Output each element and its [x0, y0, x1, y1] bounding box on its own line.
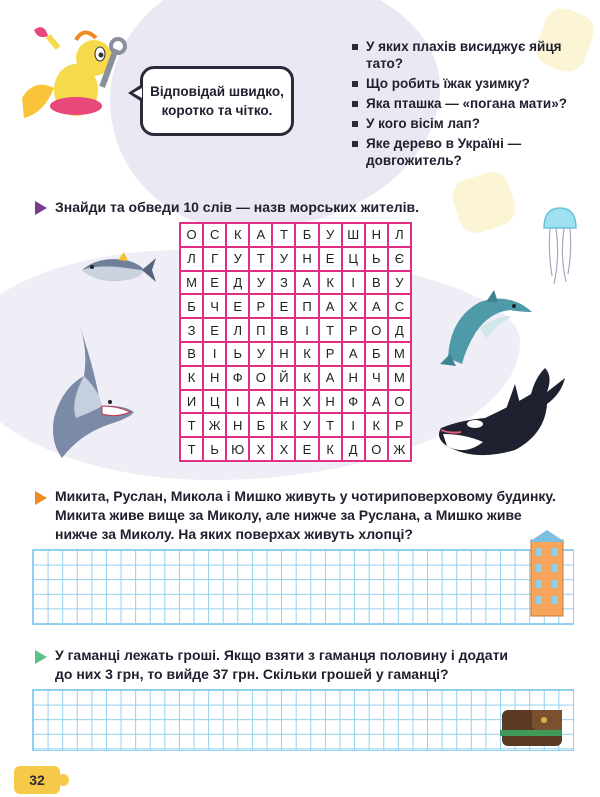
- word-search-cell[interactable]: Б: [249, 413, 272, 437]
- word-search-cell[interactable]: Б: [180, 294, 203, 318]
- word-search-cell[interactable]: Н: [365, 223, 388, 247]
- word-search-cell[interactable]: О: [365, 437, 388, 461]
- speech-bubble-line-1: Відповідай швидко,: [150, 84, 284, 99]
- word-search-cell[interactable]: М: [180, 271, 203, 295]
- word-search-cell[interactable]: Ю: [226, 437, 249, 461]
- word-search-cell[interactable]: У: [272, 247, 295, 271]
- word-search-cell[interactable]: О: [365, 318, 388, 342]
- task-3-text: [55, 646, 575, 684]
- word-search-cell[interactable]: Є: [388, 247, 411, 271]
- wallet-icon: [498, 700, 568, 750]
- speech-bubble-line-2: коротко та чітко.: [161, 103, 273, 118]
- word-search-cell[interactable]: І: [226, 390, 249, 414]
- word-search-cell[interactable]: Н: [272, 342, 295, 366]
- word-search-cell[interactable]: Ь: [226, 342, 249, 366]
- task-3-line-2: до них 3 грн, то вийде 37 грн. Скільки грошей у гаманці?: [55, 666, 449, 682]
- word-search-cell[interactable]: А: [249, 390, 272, 414]
- word-search-cell[interactable]: Н: [319, 390, 342, 414]
- task-2-line-3: нижче за Миколу. На яких поверхах живуть хлопці?: [55, 526, 413, 542]
- word-search-cell[interactable]: Ч: [203, 294, 226, 318]
- word-search-cell[interactable]: Х: [272, 437, 295, 461]
- word-search-cell[interactable]: Т: [180, 437, 203, 461]
- building-icon: [527, 528, 567, 618]
- word-search-cell[interactable]: Ч: [365, 366, 388, 390]
- word-search-cell[interactable]: В: [272, 318, 295, 342]
- word-search-cell[interactable]: Е: [203, 271, 226, 295]
- word-search-cell[interactable]: Б: [365, 342, 388, 366]
- word-search-cell[interactable]: Д: [388, 318, 411, 342]
- word-search-cell[interactable]: К: [319, 437, 342, 461]
- question-item: Яка пташка — «погана мати»?: [350, 95, 580, 112]
- word-search-cell[interactable]: У: [295, 413, 318, 437]
- word-search-cell[interactable]: Т: [319, 413, 342, 437]
- task-3-line-1: У гаманці лежать гроші. Якщо взяти з гаманця половину і додати: [55, 647, 509, 663]
- word-search-cell[interactable]: І: [203, 342, 226, 366]
- word-search-cell[interactable]: Ж: [203, 413, 226, 437]
- question-item: Що робить їжак узимку?: [350, 75, 580, 92]
- word-search-cell[interactable]: А: [295, 271, 318, 295]
- word-search-row: [180, 318, 411, 342]
- word-search-cell[interactable]: Л: [226, 318, 249, 342]
- word-search-cell[interactable]: Л: [388, 223, 411, 247]
- question-item: У кого вісім лап?: [350, 115, 580, 132]
- word-search-cell[interactable]: А: [365, 294, 388, 318]
- puzzle-piece-decoration: [448, 167, 520, 237]
- word-search-cell[interactable]: З: [180, 318, 203, 342]
- word-search-cell[interactable]: В: [180, 342, 203, 366]
- quick-questions-list: [350, 38, 580, 172]
- word-search-cell[interactable]: Т: [249, 247, 272, 271]
- word-search-row: [180, 366, 411, 390]
- word-search-cell[interactable]: О: [388, 390, 411, 414]
- word-search-row: [180, 223, 411, 247]
- word-search-row: [180, 271, 411, 295]
- word-search-cell[interactable]: Р: [249, 294, 272, 318]
- word-search-cell[interactable]: С: [203, 223, 226, 247]
- word-search-row: [180, 437, 411, 461]
- word-search-cell[interactable]: У: [319, 223, 342, 247]
- answer-grid-task-3[interactable]: [32, 689, 574, 751]
- word-search-cell[interactable]: А: [319, 366, 342, 390]
- word-search-cell[interactable]: Х: [249, 437, 272, 461]
- word-search-cell[interactable]: Н: [342, 366, 365, 390]
- word-search-cell[interactable]: Н: [203, 366, 226, 390]
- word-search-cell[interactable]: Г: [203, 247, 226, 271]
- word-search-cell[interactable]: І: [342, 413, 365, 437]
- word-search-cell[interactable]: Д: [342, 437, 365, 461]
- task-arrow-icon: [35, 491, 47, 505]
- task-arrow-icon: [35, 201, 47, 215]
- word-search-cell[interactable]: Е: [319, 247, 342, 271]
- task-2-line-1: Микита, Руслан, Микола і Мишко живуть у чотириповерховому будинку.: [55, 488, 556, 504]
- word-search-cell[interactable]: Р: [388, 413, 411, 437]
- speech-bubble: [140, 66, 294, 136]
- word-search-cell[interactable]: Т: [272, 223, 295, 247]
- word-search-cell[interactable]: Ц: [342, 247, 365, 271]
- word-search-cell[interactable]: А: [249, 223, 272, 247]
- shark-icon: [40, 322, 140, 462]
- word-search-cell[interactable]: Й: [272, 366, 295, 390]
- word-search-cell[interactable]: Р: [342, 318, 365, 342]
- word-search-cell[interactable]: Т: [180, 413, 203, 437]
- orca-icon: [435, 364, 575, 464]
- word-search-cell[interactable]: Х: [295, 390, 318, 414]
- word-search-cell[interactable]: І: [342, 271, 365, 295]
- word-search-cell[interactable]: Ш: [342, 223, 365, 247]
- word-search-cell[interactable]: А: [319, 294, 342, 318]
- word-search-cell[interactable]: К: [365, 413, 388, 437]
- word-search-cell[interactable]: Ж: [388, 437, 411, 461]
- task-1-instruction: Знайди та обведи 10 слів — назв морських жителів.: [55, 199, 420, 215]
- word-search-cell[interactable]: Т: [319, 318, 342, 342]
- word-search-cell[interactable]: П: [249, 318, 272, 342]
- task-2-text: [55, 487, 575, 544]
- word-search-cell[interactable]: Д: [226, 271, 249, 295]
- dragon-mascot-icon: [14, 18, 134, 128]
- word-search-cell[interactable]: К: [295, 342, 318, 366]
- word-search-cell[interactable]: Н: [226, 413, 249, 437]
- word-search-cell[interactable]: З: [272, 271, 295, 295]
- page-number-badge: [14, 766, 60, 794]
- word-search-cell[interactable]: А: [342, 342, 365, 366]
- word-search-cell[interactable]: Ц: [203, 390, 226, 414]
- word-search-cell[interactable]: Л: [180, 247, 203, 271]
- task-arrow-icon: [35, 650, 47, 664]
- word-search-cell[interactable]: Н: [272, 390, 295, 414]
- word-search-cell[interactable]: В: [365, 271, 388, 295]
- word-search-cell[interactable]: К: [180, 366, 203, 390]
- word-search-cell[interactable]: У: [249, 342, 272, 366]
- word-search-cell[interactable]: С: [388, 294, 411, 318]
- question-item: Яке дерево в Україні — довгожитель?: [350, 135, 580, 169]
- word-search-cell[interactable]: Н: [295, 247, 318, 271]
- word-search-cell[interactable]: У: [226, 247, 249, 271]
- word-search-row: [180, 294, 411, 318]
- word-search-cell[interactable]: И: [180, 390, 203, 414]
- word-search-cell[interactable]: К: [319, 271, 342, 295]
- word-search-cell[interactable]: К: [226, 223, 249, 247]
- word-search-cell[interactable]: К: [272, 413, 295, 437]
- word-search-cell[interactable]: Е: [226, 294, 249, 318]
- word-search-cell[interactable]: Ь: [203, 437, 226, 461]
- word-search-cell[interactable]: Х: [342, 294, 365, 318]
- word-search-cell[interactable]: У: [388, 271, 411, 295]
- word-search-cell[interactable]: Ф: [342, 390, 365, 414]
- speech-bubble-tail-inner: [133, 88, 142, 98]
- word-search-cell[interactable]: М: [388, 342, 411, 366]
- dolphin-icon: [440, 288, 540, 368]
- word-search-cell[interactable]: Б: [295, 223, 318, 247]
- word-search-cell[interactable]: І: [295, 318, 318, 342]
- word-search-cell[interactable]: Е: [272, 294, 295, 318]
- word-search-cell[interactable]: О: [180, 223, 203, 247]
- jellyfish-icon: [540, 206, 580, 286]
- tuna-fish-icon: [78, 250, 158, 290]
- word-search-grid: [179, 222, 412, 462]
- answer-grid-task-2[interactable]: [32, 549, 574, 625]
- word-search-cell[interactable]: У: [249, 271, 272, 295]
- word-search-row: [180, 247, 411, 271]
- word-search-row: [180, 342, 411, 366]
- word-search-cell[interactable]: Е: [203, 318, 226, 342]
- word-search-cell[interactable]: К: [295, 366, 318, 390]
- page-number: 32: [29, 772, 45, 788]
- word-search-row: [180, 390, 411, 414]
- word-search-cell[interactable]: М: [388, 366, 411, 390]
- word-search-cell[interactable]: П: [295, 294, 318, 318]
- question-item: У яких плахів висиджує яйця тато?: [350, 38, 580, 72]
- task-2-line-2: Микита живе вище за Миколу, але нижче за Руслана, а Мишко живе: [55, 507, 522, 523]
- word-search-cell[interactable]: А: [365, 390, 388, 414]
- word-search-cell[interactable]: Ь: [365, 247, 388, 271]
- word-search-cell[interactable]: Р: [319, 342, 342, 366]
- word-search-cell[interactable]: О: [249, 366, 272, 390]
- word-search-row: [180, 413, 411, 437]
- word-search-cell[interactable]: Е: [295, 437, 318, 461]
- word-search-cell[interactable]: Ф: [226, 366, 249, 390]
